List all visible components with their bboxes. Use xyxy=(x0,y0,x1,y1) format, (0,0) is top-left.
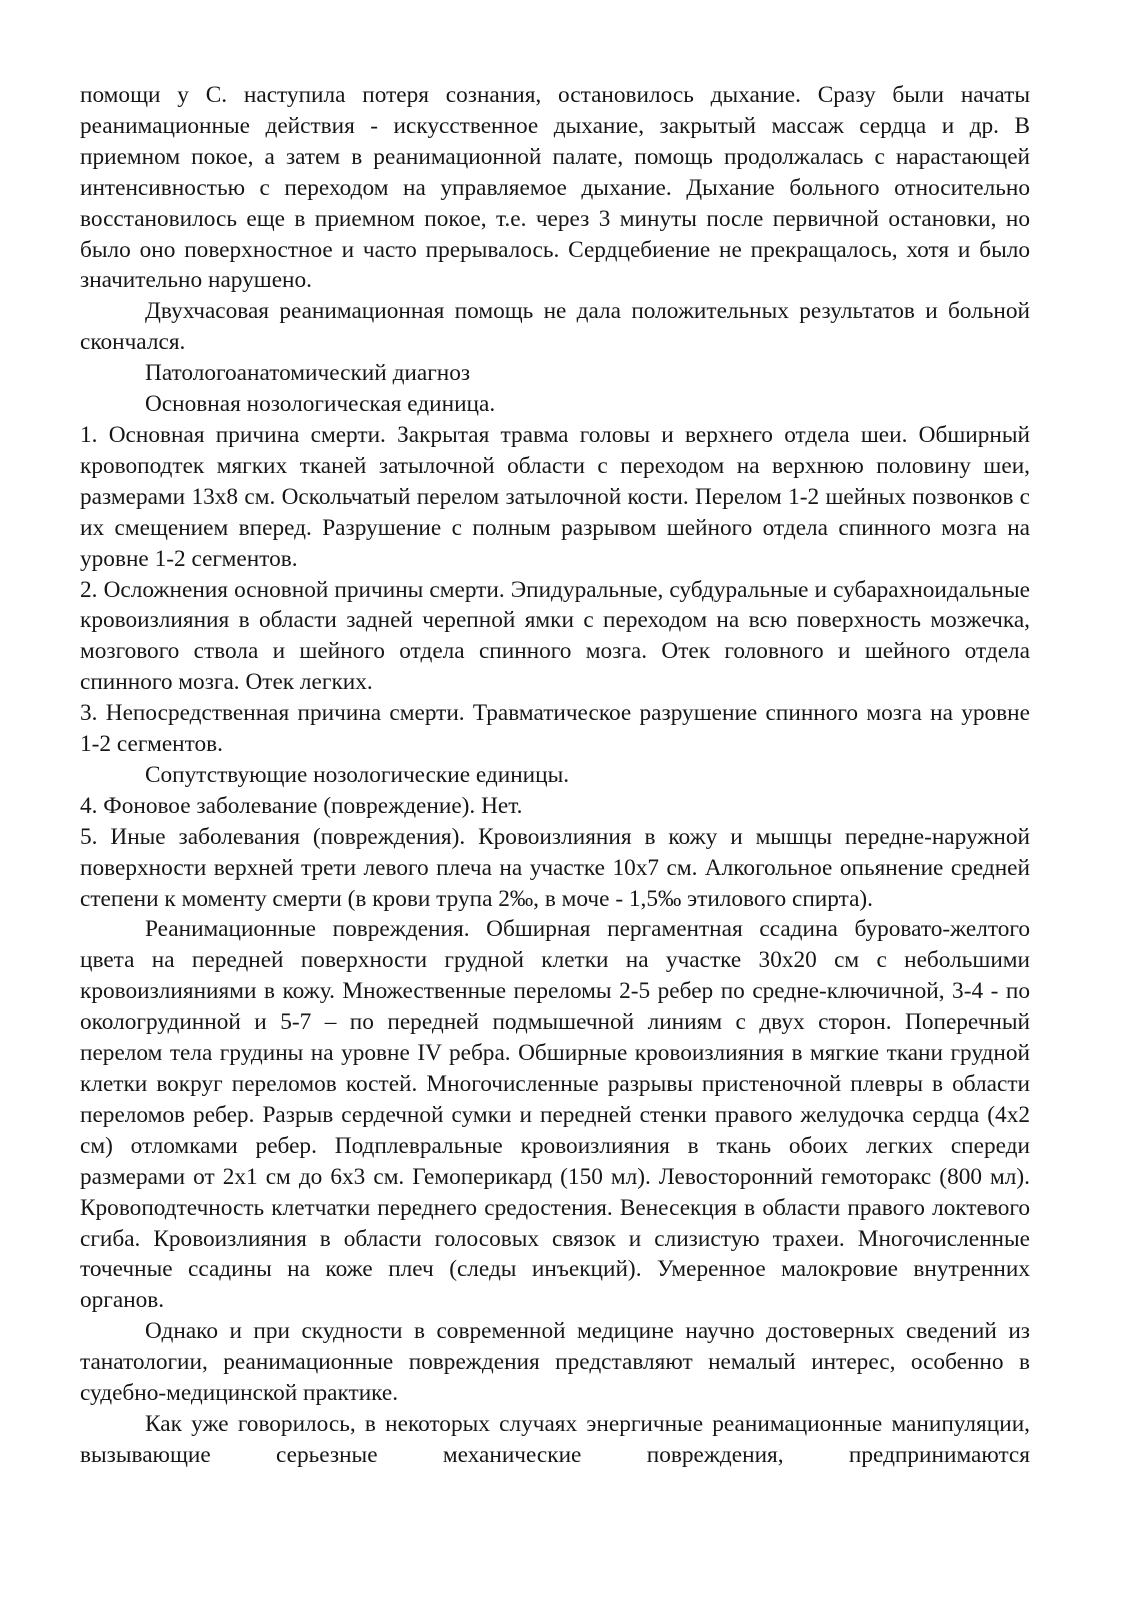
paragraph-forensic-interest: Однако и при скудности в современной медицине научно достоверных сведений из танатологии, реанимационные повреждения представляют немалый интерес, особенно в судебно-медицинской практике. xyxy=(80,1318,1030,1407)
list-item-main-cause: 1. Основная причина смерти. Закрытая травма головы и верхнего отдела шеи. Обширный кровоподтек мягких тканей затылочной области с переходом на верхнюю половину шеи, размерами 13х8 см. Оскольчатый перелом затылочной кости. Перелом 1-2 шейных позвонков с их смещением вперед. Разрушение с полным разрывом шейного отдела спинного мозга на уровне 1-2 сегментов. xyxy=(80,421,1030,572)
list-item-immediate-cause: 3. Непосредственная причина смерти. Травматическое разрушение спинного мозга на уровне 1-2 сегментов. xyxy=(80,700,1030,758)
list-item-complications: 2. Осложнения основной причины смерти. Эпидуральные, субдуральные и субарахноидальные кровоизлияния в области задней черепной ямки с переходом на всю поверхность мозжечка, мозгового ствола и шейного отдела спинного мозга. Отек головного и шейного отдела спинного мозга. Отек легких. xyxy=(80,576,1030,696)
heading-pathoanatomical-diagnosis: Патологоанатомический диагноз xyxy=(145,360,471,387)
paragraph-resuscitation-history: помощи у С. наступила потеря сознания, остановилось дыхание. Сразу были начаты реанимационные действия - искусственное дыхание, закрытый массаж сердца и др. В приемном покое, а затем в реанимационной палате, помощь продолжалась с нарастающей интенсивностью с переходом на управляемое дыхание. Дыхание больного относительно восстановилось еще в приемном покое, т.е. через 3 минуты после первичной остановки, но было оно поверхностное и часто прерывалось. Сердцебиение не прекращалось, хотя и было значительно нарушено. xyxy=(80,82,1030,294)
heading-concomitant-units: Сопутствующие нозологические единицы. xyxy=(145,761,570,788)
paragraph-resuscitation-injuries: Реанимационные повреждения. Обширная пергаментная ссадина буровато-желтого цвета на передней поверхности грудной клетки на участке 30х20 см с небольшими кровоизлияниями в кожу. Множественные переломы 2-5 ребер по средне-ключичной, 3-4 - по окологрудинной и 5-7 – по передней подмышечной линиям с двух сторон. Поперечный перелом тела грудины на уровне IV ребра. Обширные кровоизлияния в мягкие ткани грудной клетки вокруг переломов костей. Многочисленные разрывы пристеночной плевры в области переломов ребер. Разрыв сердечной сумки и передней стенки правого желудочка сердца (4х2 см) отломками ребер. Подплевральные кровоизлияния в ткань обоих легких спереди размерами от 2х1 см до 6х3 см. Гемоперикард (150 мл). Левосторонний гемоторакс (800 мл). Кровоподтечность клетчатки переднего средостения. Венесекция в области правого локтевого сгиба. Кровоизлияния в области голосовых связок и слизистую трахеи. Многочисленные точечные ссадины на коже плеч (следы инъекций). Умеренное малокровие внутренних органов. xyxy=(80,916,1030,1314)
paragraph-continuation: Как уже говорилось, в некоторых случаях энергичные реанимационные манипуляции, вызывающие серьезные механические повреждения, предпринимаются xyxy=(80,1410,1030,1468)
heading-main-nosological-unit: Основная нозологическая единица. xyxy=(145,391,496,418)
list-item-background-disease: 4. Фоновое заболевание (повреждение). Нет. xyxy=(80,792,523,819)
document-page xyxy=(80,80,1030,1471)
list-item-other-diseases: 5. Иные заболевания (повреждения). Кровоизлияния в кожу и мышцы передне-наружной поверхности верхней трети левого плеча на участке 10х7 см. Алкогольное опьянение средней степени к моменту смерти (в крови трупа 2‰, в моче - 1,5‰ этилового спирта). xyxy=(80,823,1030,912)
paragraph-outcome: Двухчасовая реанимационная помощь не дала положительных результатов и больной скончался. xyxy=(80,298,1030,356)
